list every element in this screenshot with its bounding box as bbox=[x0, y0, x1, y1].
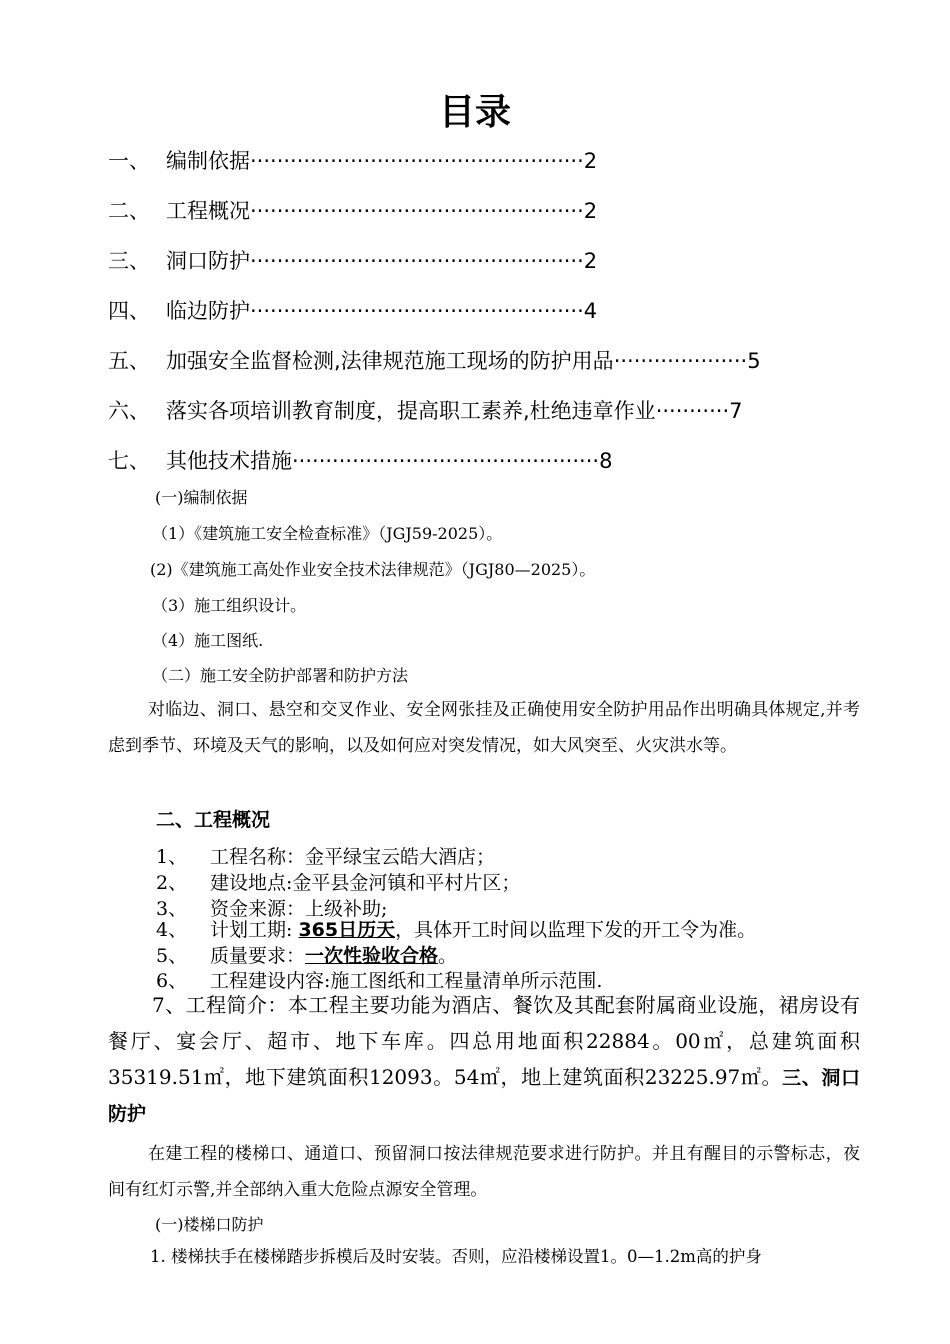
toc-entry-1[interactable] bbox=[108, 146, 597, 176]
item-tail: 。 bbox=[438, 945, 458, 967]
item-tail: ，具体开工时间以监理下发的开工令为准。 bbox=[395, 919, 757, 941]
basis-item: （1）《建筑施工安全检查标准》（JGJ59-2025）。 bbox=[152, 524, 503, 543]
item-text: 计划工期: bbox=[210, 919, 299, 941]
toc-page: 7 bbox=[729, 399, 743, 423]
toc-number: 二、 bbox=[108, 199, 150, 223]
item-text: 资金来源：上级补助; bbox=[210, 898, 388, 920]
toc-entry-4[interactable] bbox=[108, 296, 597, 326]
toc-text: 洞口防护 bbox=[166, 249, 250, 273]
quality-emphasis: 一次性验收合格 bbox=[305, 945, 439, 967]
item-text: 建设地点:金平县金河镇和平村片区； bbox=[210, 872, 521, 894]
toc-entry-6[interactable] bbox=[108, 396, 743, 426]
toc-dots: ·············································· bbox=[292, 449, 600, 473]
toc-text: 加强安全监督检测,法律规范施工现场的防护用品 bbox=[166, 349, 614, 373]
toc-page: 8 bbox=[599, 449, 613, 473]
toc-text: 其他技术措施 bbox=[166, 449, 292, 473]
toc-dots: ··········· bbox=[655, 399, 730, 423]
toc-entry-2[interactable] bbox=[108, 196, 597, 226]
item-text: 工程名称：金平绿宝云皓大酒店； bbox=[210, 846, 496, 868]
toc-number: 七、 bbox=[108, 449, 150, 473]
toc-text: 工程概况 bbox=[166, 199, 250, 223]
deployment-heading: （二）施工安全防护部署和防护方法 bbox=[152, 666, 409, 685]
deployment-paragraph: 对临边、洞口、悬空和交叉作业、安全网张挂及正确使用安全防护用品作出明确具体规定,并考虑到季节、环境及天气的影响，以及如何应对突发情况，如大风突至、火灾洪水等。 bbox=[108, 700, 860, 756]
basis-item: (2)《建筑施工高处作业安全技术法律规范》（JGJ80—2025）。 bbox=[150, 560, 596, 579]
toc-entry-3[interactable] bbox=[108, 246, 597, 276]
page-title: 目录 bbox=[438, 92, 511, 133]
toc-dots: ·················································· bbox=[250, 299, 584, 323]
toc-text: 落实各项培训教育制度，提高职工素养,杜绝违章作业 bbox=[166, 399, 656, 423]
toc-page: 2 bbox=[583, 149, 598, 173]
item-number: 5、 bbox=[156, 945, 188, 967]
basis-heading: (一)编制依据 bbox=[155, 488, 248, 507]
toc-dots: ·················································· bbox=[250, 249, 584, 273]
item-text: 工程建设内容:施工图纸和工程量清单所示范围. bbox=[210, 970, 603, 992]
overview-item bbox=[156, 917, 756, 943]
toc-dots: ·················································· bbox=[250, 199, 584, 223]
toc-number: 一、 bbox=[108, 149, 150, 173]
item-number: 6、 bbox=[156, 970, 188, 992]
toc-number: 三、 bbox=[108, 249, 150, 273]
overview-item bbox=[156, 844, 495, 870]
item-number: 2、 bbox=[156, 872, 188, 894]
opening-paragraph: 在建工程的楼梯口、通道口、预留洞口按法律规范要求进行防护。并且有醒目的示警标志，夜间有红灯示警,并全部纳入重大危险点源安全管理。 bbox=[108, 1144, 860, 1200]
project-intro-text: 7、工程简介：本工程主要功能为酒店、餐饮及其配套附属商业设施，裙房设有餐厅、宴会厅、超市、地下车库。四总用地面积22884。00㎡，总建筑面积35319.51㎡，地下建筑面积12093。54㎡，地上建筑面积23225.97㎡。 bbox=[108, 993, 860, 1089]
toc-number: 六、 bbox=[108, 399, 150, 423]
item-number: 1、 bbox=[156, 846, 188, 868]
toc-dots: ·················································· bbox=[250, 149, 584, 173]
duration-emphasis: 365日历天 bbox=[298, 919, 396, 941]
toc-entry-5[interactable] bbox=[108, 346, 761, 376]
stair-heading: (一)楼梯口防护 bbox=[155, 1215, 264, 1234]
opening-heading: 三、洞口防护 bbox=[108, 1067, 860, 1125]
item-text: 质量要求： bbox=[210, 945, 306, 967]
overview-heading: 二、工程概况 bbox=[156, 809, 271, 831]
stair-item-1: 1. 楼梯扶手在楼梯踏步拆模后及时安装。否则，应沿楼梯设置1。0—1.2m高的护身 bbox=[150, 1247, 762, 1266]
toc-page: 2 bbox=[583, 199, 598, 223]
toc-page: 5 bbox=[747, 349, 761, 373]
overview-item bbox=[156, 870, 520, 896]
item-number: 4、 bbox=[156, 919, 188, 941]
toc-entry-7[interactable] bbox=[108, 446, 612, 476]
item-number: 3、 bbox=[156, 898, 188, 920]
toc-text: 临边防护 bbox=[166, 299, 250, 323]
basis-item: （3）施工组织设计。 bbox=[152, 596, 307, 615]
toc-number: 四、 bbox=[108, 299, 150, 323]
toc-page: 2 bbox=[583, 249, 598, 273]
toc-text: 编制依据 bbox=[166, 149, 250, 173]
toc-page: 4 bbox=[583, 299, 598, 323]
basis-item: （4）施工图纸. bbox=[152, 631, 264, 650]
project-intro bbox=[108, 987, 860, 1131]
toc-dots: ···················· bbox=[613, 349, 748, 373]
toc-number: 五、 bbox=[108, 349, 150, 373]
overview-item bbox=[156, 943, 457, 969]
